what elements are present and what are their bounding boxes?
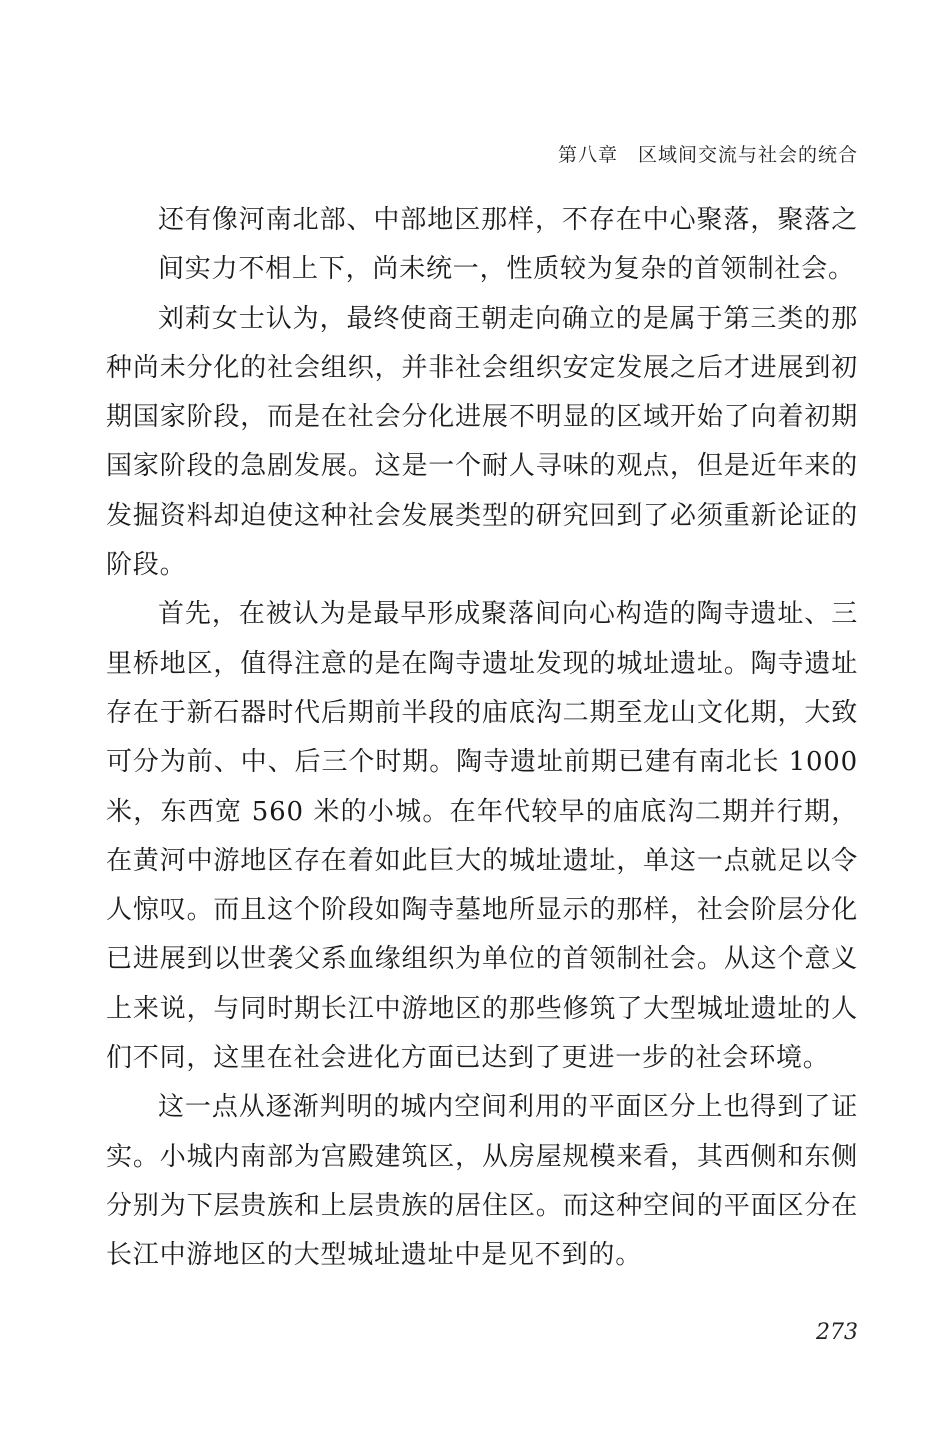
paragraph: 刘莉女士认为，最终使商王朝走向确立的是属于第三类的那种尚未分化的社会组织，并非社会组织安定发展之后才进展到初期国家阶段，而是在社会分化进展不明显的区域开始了向着初期国家阶段的急剧发展。这是一个耐人寻味的观点，但是近年来的发掘资料却迫使这种社会发展类型的研究回到了必须重新论证的阶段。: [106, 303, 858, 581]
paragraph: 首先，在被认为是最早形成聚落间向心构造的陶寺遗址、三里桥地区，值得注意的是在陶寺遗址发现的城址遗址。陶寺遗址存在于新石器时代后期前半段的庙底沟二期至龙山文化期，大致可分为前、中、后三个时期。陶寺遗址前期已建有南北长 1000 米，东西宽 560 米的小城。在年代较早的庙底沟二期并行期，在黄河中游地区存在着如此巨大的城址遗址，单这一点就足以令人惊叹。而且这个阶段如陶寺墓地所显示的那样，社会阶层分化已进展到以世袭父系血缘组织为单位的首领制社会。从这个意义上来说，与同时期长江中游地区的那些修筑了大型城址遗址的人们不同，这里在社会进化方面已达到了更进一步的社会环境。: [106, 599, 858, 1074]
running-header: 第八章 区域间交流与社会的统合: [557, 144, 858, 166]
body-text: [106, 196, 858, 1281]
page-number: 273: [816, 1320, 858, 1345]
paragraph-continued: 还有像河南北部、中部地区那样，不存在中心聚落，聚落之间实力不相上下，尚未统一，性质较为复杂的首领制社会。: [158, 205, 858, 285]
paragraph: 这一点从逐渐判明的城内空间利用的平面区分上也得到了证实。小城内南部为宫殿建筑区，从房屋规模来看，其西侧和东侧分别为下层贵族和上层贵族的居住区。而这种空间的平面区分在长江中游地区的大型城址遗址中是见不到的。: [106, 1092, 858, 1271]
